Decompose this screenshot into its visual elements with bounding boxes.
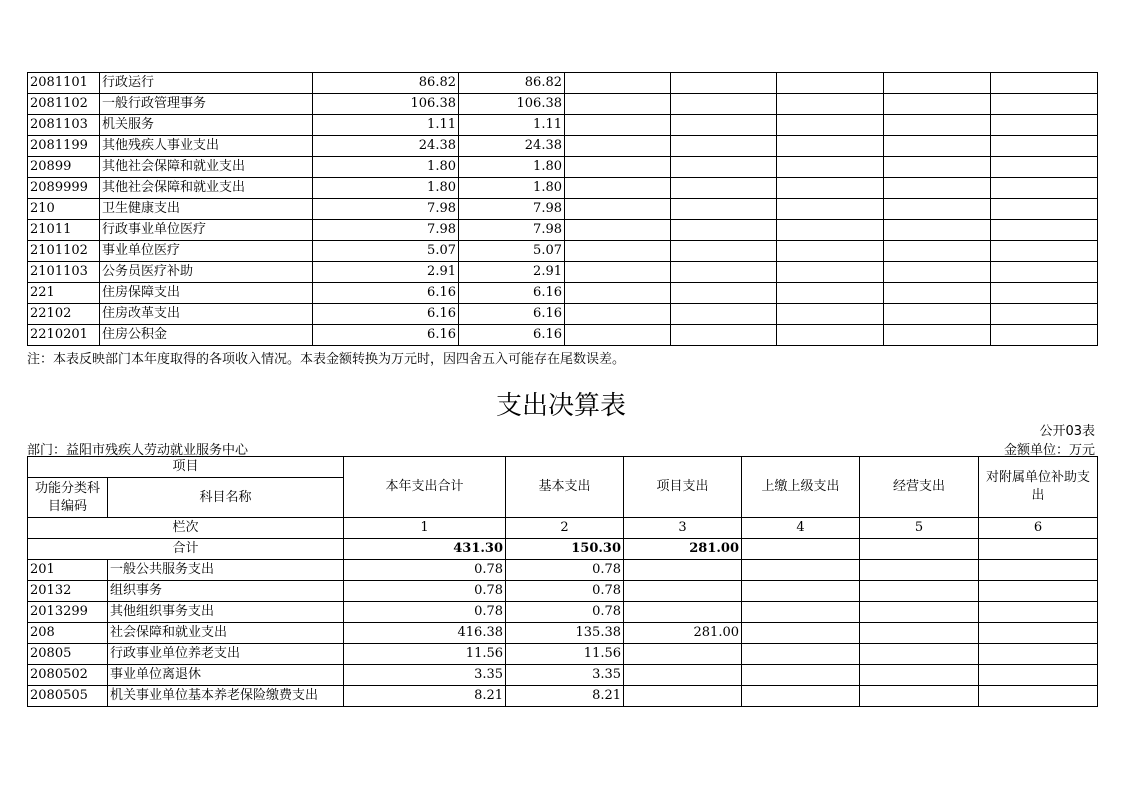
empty-cell xyxy=(860,602,979,623)
table-row xyxy=(28,178,1098,199)
sum-basic: 150.30 xyxy=(506,539,624,560)
total-cell: 106.38 xyxy=(313,94,459,115)
project-cell xyxy=(624,581,742,602)
name-cell: 机关服务 xyxy=(100,115,313,136)
empty-cell xyxy=(742,665,860,686)
basic-cell: 6.16 xyxy=(459,325,565,346)
empty-cell xyxy=(777,178,884,199)
total-cell: 11.56 xyxy=(344,644,506,665)
empty-cell xyxy=(860,623,979,644)
header-code: 功能分类科目编码 xyxy=(28,478,108,518)
amount-unit: 金额单位：万元 xyxy=(1003,443,1095,458)
basic-cell: 135.38 xyxy=(506,623,624,644)
empty-cell xyxy=(860,581,979,602)
total-cell: 3.35 xyxy=(344,665,506,686)
name-cell: 其他社会保障和就业支出 xyxy=(100,157,313,178)
column-1: 1 xyxy=(344,518,506,539)
empty-cell xyxy=(777,157,884,178)
basic-cell: 7.98 xyxy=(459,220,565,241)
empty-cell xyxy=(565,220,671,241)
empty-cell xyxy=(565,115,671,136)
header-business: 经营支出 xyxy=(860,457,979,518)
column-3: 3 xyxy=(624,518,742,539)
name-cell: 公务员医疗补助 xyxy=(100,262,313,283)
empty-cell xyxy=(991,73,1098,94)
table-row xyxy=(28,304,1098,325)
empty-cell xyxy=(742,581,860,602)
empty-cell xyxy=(671,283,777,304)
basic-cell: 0.78 xyxy=(506,581,624,602)
code-cell: 2080502 xyxy=(28,665,108,686)
header-basic: 基本支出 xyxy=(506,457,624,518)
empty-cell xyxy=(991,157,1098,178)
basic-cell: 6.16 xyxy=(459,283,565,304)
empty-cell xyxy=(979,644,1098,665)
total-cell: 2.91 xyxy=(313,262,459,283)
basic-cell: 86.82 xyxy=(459,73,565,94)
empty-cell xyxy=(777,73,884,94)
total-cell: 1.80 xyxy=(313,157,459,178)
total-cell: 6.16 xyxy=(313,325,459,346)
table-row xyxy=(28,325,1098,346)
empty-cell xyxy=(991,241,1098,262)
empty-cell xyxy=(884,115,991,136)
code-cell: 221 xyxy=(28,283,100,304)
table-note: 注：本表反映部门本年度取得的各项收入情况。本表金额转换为万元时，因四舍五入可能存在尾数误差。 xyxy=(27,352,626,367)
header-name: 科目名称 xyxy=(108,478,344,518)
sum-subsidy xyxy=(979,539,1098,560)
total-cell: 6.16 xyxy=(313,304,459,325)
sum-upper xyxy=(742,539,860,560)
empty-cell xyxy=(979,623,1098,644)
expenditure-table xyxy=(27,456,1098,707)
empty-cell xyxy=(884,94,991,115)
basic-cell: 7.98 xyxy=(459,199,565,220)
name-cell: 卫生健康支出 xyxy=(100,199,313,220)
page-title: 支出决算表 xyxy=(495,391,626,421)
empty-cell xyxy=(671,178,777,199)
basic-cell: 6.16 xyxy=(459,304,565,325)
basic-cell: 24.38 xyxy=(459,136,565,157)
table-row xyxy=(28,199,1098,220)
empty-cell xyxy=(777,304,884,325)
empty-cell xyxy=(860,665,979,686)
total-cell: 1.11 xyxy=(313,115,459,136)
basic-cell: 1.11 xyxy=(459,115,565,136)
code-cell: 21011 xyxy=(28,220,100,241)
name-cell: 住房改革支出 xyxy=(100,304,313,325)
code-cell: 2081103 xyxy=(28,115,100,136)
empty-cell xyxy=(991,115,1098,136)
code-cell: 2101103 xyxy=(28,262,100,283)
basic-cell: 0.78 xyxy=(506,560,624,581)
table-row xyxy=(28,94,1098,115)
empty-cell xyxy=(565,178,671,199)
empty-cell xyxy=(777,325,884,346)
empty-cell xyxy=(860,686,979,707)
code-cell: 2081101 xyxy=(28,73,100,94)
project-cell xyxy=(624,602,742,623)
column-2: 2 xyxy=(506,518,624,539)
empty-cell xyxy=(884,136,991,157)
name-cell: 组织事务 xyxy=(108,581,344,602)
basic-cell: 0.78 xyxy=(506,602,624,623)
empty-cell xyxy=(565,325,671,346)
empty-cell xyxy=(991,262,1098,283)
name-cell: 住房公积金 xyxy=(100,325,313,346)
name-cell: 一般公共服务支出 xyxy=(108,560,344,581)
empty-cell xyxy=(671,115,777,136)
empty-cell xyxy=(565,283,671,304)
header-row-1 xyxy=(28,457,1098,478)
basic-cell: 11.56 xyxy=(506,644,624,665)
basic-cell: 106.38 xyxy=(459,94,565,115)
code-cell: 20899 xyxy=(28,157,100,178)
table-row xyxy=(28,560,1098,581)
empty-cell xyxy=(565,157,671,178)
total-cell: 86.82 xyxy=(313,73,459,94)
empty-cell xyxy=(884,178,991,199)
empty-cell xyxy=(991,283,1098,304)
basic-cell: 1.80 xyxy=(459,157,565,178)
name-cell: 社会保障和就业支出 xyxy=(108,623,344,644)
empty-cell xyxy=(979,602,1098,623)
empty-cell xyxy=(742,560,860,581)
table-row xyxy=(28,262,1098,283)
total-cell: 5.07 xyxy=(313,241,459,262)
basic-cell: 3.35 xyxy=(506,665,624,686)
empty-cell xyxy=(884,283,991,304)
basic-cell: 2.91 xyxy=(459,262,565,283)
empty-cell xyxy=(742,602,860,623)
header-total: 本年支出合计 xyxy=(344,457,506,518)
empty-cell xyxy=(671,157,777,178)
basic-cell: 5.07 xyxy=(459,241,565,262)
empty-cell xyxy=(565,262,671,283)
basic-cell: 8.21 xyxy=(506,686,624,707)
table-row xyxy=(28,220,1098,241)
code-cell: 2081102 xyxy=(28,94,100,115)
empty-cell xyxy=(979,581,1098,602)
empty-cell xyxy=(671,94,777,115)
empty-cell xyxy=(860,644,979,665)
empty-cell xyxy=(565,73,671,94)
column-4: 4 xyxy=(742,518,860,539)
code-cell: 201 xyxy=(28,560,108,581)
empty-cell xyxy=(777,199,884,220)
department-label: 部门：益阳市残疾人劳动就业服务中心 xyxy=(27,443,249,458)
code-cell: 2101102 xyxy=(28,241,100,262)
code-cell: 22102 xyxy=(28,304,100,325)
empty-cell xyxy=(777,220,884,241)
empty-cell xyxy=(991,220,1098,241)
total-cell: 0.78 xyxy=(344,602,506,623)
code-cell: 2080505 xyxy=(28,686,108,707)
empty-cell xyxy=(671,304,777,325)
empty-cell xyxy=(884,325,991,346)
empty-cell xyxy=(991,178,1098,199)
empty-cell xyxy=(991,136,1098,157)
total-cell: 24.38 xyxy=(313,136,459,157)
code-cell: 2089999 xyxy=(28,178,100,199)
empty-cell xyxy=(991,304,1098,325)
project-cell xyxy=(624,560,742,581)
empty-cell xyxy=(565,94,671,115)
empty-cell xyxy=(991,325,1098,346)
table-row xyxy=(28,644,1098,665)
empty-cell xyxy=(777,262,884,283)
empty-cell xyxy=(860,560,979,581)
total-cell: 7.98 xyxy=(313,220,459,241)
empty-cell xyxy=(742,623,860,644)
project-cell: 281.00 xyxy=(624,623,742,644)
empty-cell xyxy=(671,136,777,157)
empty-cell xyxy=(884,73,991,94)
empty-cell xyxy=(884,157,991,178)
sum-row xyxy=(28,539,1098,560)
header-upper: 上缴上级支出 xyxy=(742,457,860,518)
empty-cell xyxy=(671,220,777,241)
total-cell: 7.98 xyxy=(313,199,459,220)
code-cell: 2210201 xyxy=(28,325,100,346)
empty-cell xyxy=(777,136,884,157)
name-cell: 行政运行 xyxy=(100,73,313,94)
empty-cell xyxy=(884,304,991,325)
empty-cell xyxy=(884,262,991,283)
empty-cell xyxy=(777,283,884,304)
project-cell xyxy=(624,665,742,686)
table-row xyxy=(28,665,1098,686)
code-cell: 2013299 xyxy=(28,602,108,623)
empty-cell xyxy=(979,665,1098,686)
column-number-row xyxy=(28,518,1098,539)
total-cell: 1.80 xyxy=(313,178,459,199)
project-cell xyxy=(624,686,742,707)
empty-cell xyxy=(991,199,1098,220)
table-row xyxy=(28,241,1098,262)
table-row xyxy=(28,686,1098,707)
table-row xyxy=(28,602,1098,623)
total-cell: 8.21 xyxy=(344,686,506,707)
table-row xyxy=(28,136,1098,157)
total-cell: 6.16 xyxy=(313,283,459,304)
sum-label: 合计 xyxy=(28,539,344,560)
header-project: 项目支出 xyxy=(624,457,742,518)
table-row xyxy=(28,157,1098,178)
header-subsidy: 对附属单位补助支出 xyxy=(979,457,1098,518)
sum-total: 431.30 xyxy=(344,539,506,560)
table-row xyxy=(28,283,1098,304)
name-cell: 其他组织事务支出 xyxy=(108,602,344,623)
name-cell: 一般行政管理事务 xyxy=(100,94,313,115)
total-cell: 416.38 xyxy=(344,623,506,644)
empty-cell xyxy=(884,220,991,241)
empty-cell xyxy=(777,115,884,136)
empty-cell xyxy=(742,686,860,707)
column-5: 5 xyxy=(860,518,979,539)
total-cell: 0.78 xyxy=(344,560,506,581)
table-row xyxy=(28,581,1098,602)
sum-project: 281.00 xyxy=(624,539,742,560)
empty-cell xyxy=(777,241,884,262)
total-cell: 0.78 xyxy=(344,581,506,602)
empty-cell xyxy=(979,686,1098,707)
code-cell: 20132 xyxy=(28,581,108,602)
name-cell: 住房保障支出 xyxy=(100,283,313,304)
empty-cell xyxy=(979,560,1098,581)
table-row xyxy=(28,73,1098,94)
empty-cell xyxy=(565,136,671,157)
empty-cell xyxy=(671,325,777,346)
project-cell xyxy=(624,644,742,665)
table-code: 公开03表 xyxy=(1039,424,1095,439)
empty-cell xyxy=(565,199,671,220)
income-table-continued xyxy=(27,72,1098,346)
code-cell: 210 xyxy=(28,199,100,220)
code-cell: 2081199 xyxy=(28,136,100,157)
name-cell: 事业单位离退休 xyxy=(108,665,344,686)
empty-cell xyxy=(884,199,991,220)
name-cell: 事业单位医疗 xyxy=(100,241,313,262)
column-label: 栏次 xyxy=(28,518,344,539)
empty-cell xyxy=(671,199,777,220)
code-cell: 208 xyxy=(28,623,108,644)
name-cell: 行政事业单位养老支出 xyxy=(108,644,344,665)
name-cell: 机关事业单位基本养老保险缴费支出 xyxy=(108,686,344,707)
sum-business xyxy=(860,539,979,560)
empty-cell xyxy=(742,644,860,665)
column-6: 6 xyxy=(979,518,1098,539)
empty-cell xyxy=(671,73,777,94)
empty-cell xyxy=(884,241,991,262)
code-cell: 20805 xyxy=(28,644,108,665)
empty-cell xyxy=(671,262,777,283)
empty-cell xyxy=(991,94,1098,115)
table-row xyxy=(28,115,1098,136)
empty-cell xyxy=(671,241,777,262)
basic-cell: 1.80 xyxy=(459,178,565,199)
empty-cell xyxy=(565,241,671,262)
name-cell: 其他残疾人事业支出 xyxy=(100,136,313,157)
empty-cell xyxy=(565,304,671,325)
header-item: 项目 xyxy=(28,457,344,478)
name-cell: 其他社会保障和就业支出 xyxy=(100,178,313,199)
empty-cell xyxy=(777,94,884,115)
table-row xyxy=(28,623,1098,644)
name-cell: 行政事业单位医疗 xyxy=(100,220,313,241)
